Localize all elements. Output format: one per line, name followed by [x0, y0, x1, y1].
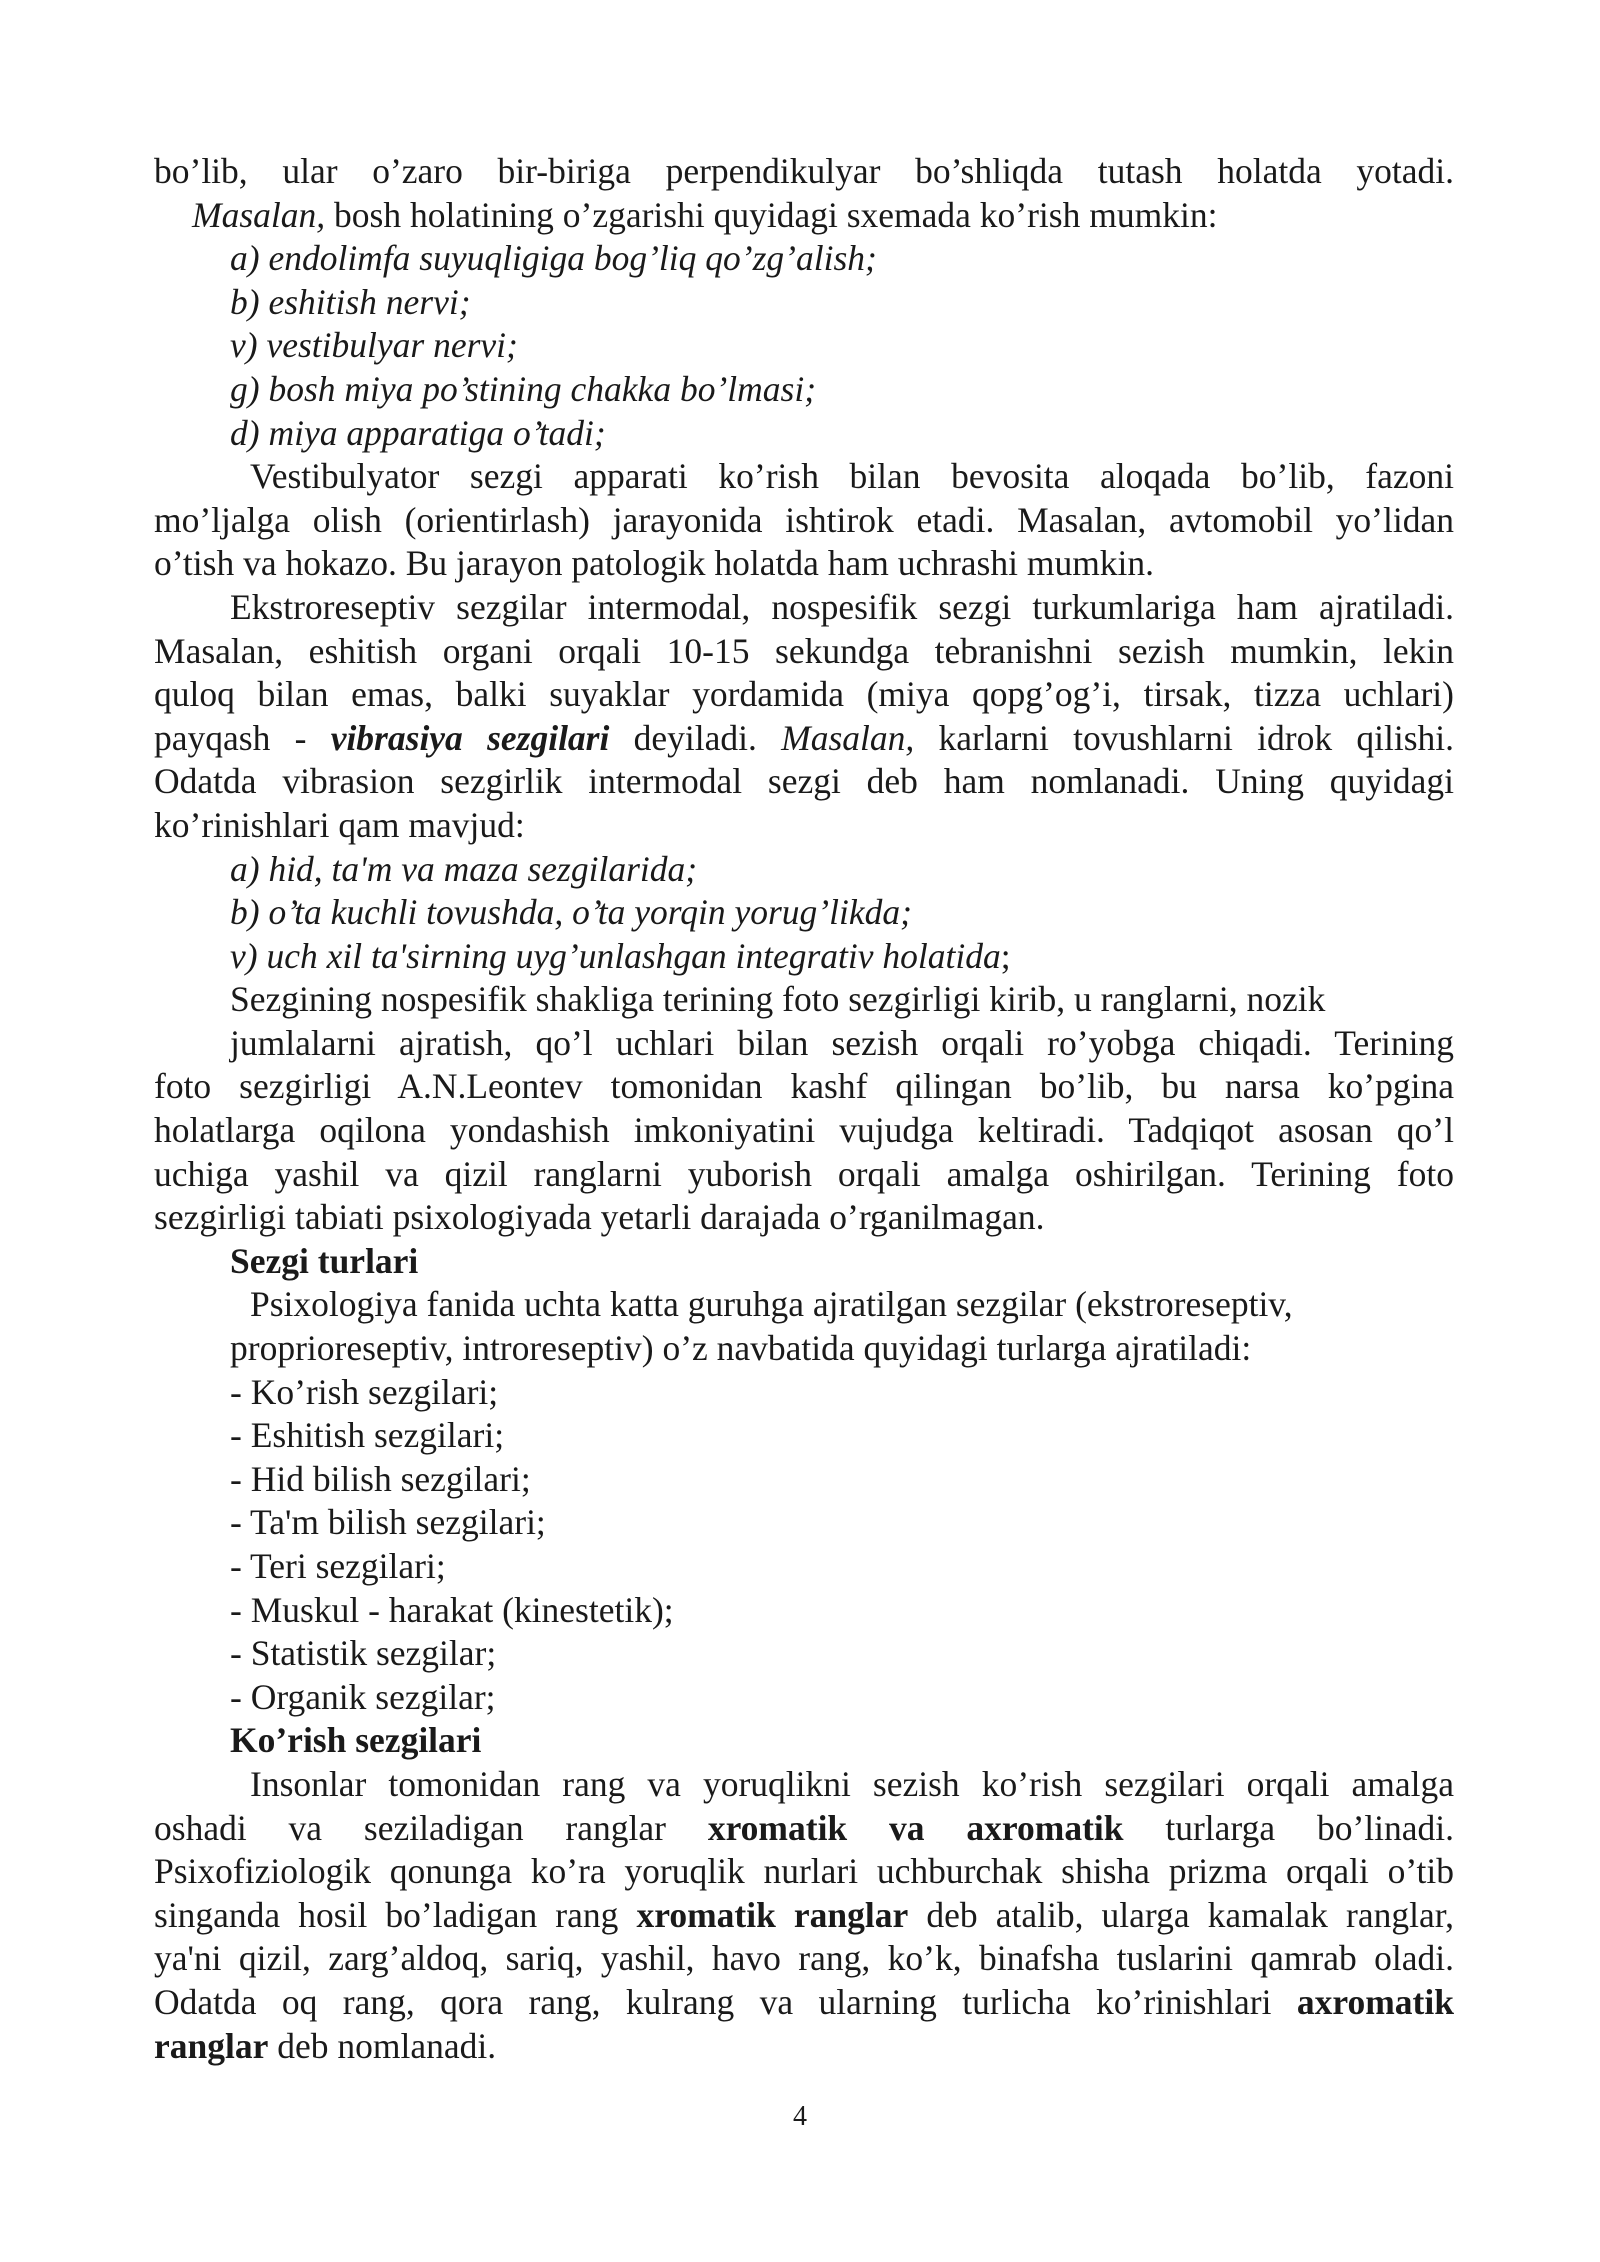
- text-line: bo’lib, ular o’zaro bir-biriga perpendikulyar bo’shliqda tutash holatda yotadi.: [154, 151, 1454, 191]
- page-number: 4: [793, 2101, 807, 2132]
- list-item: - Hid bilish sezgilari;: [230, 1458, 531, 1499]
- text-line: Psixologiya fanida uchta katta guruhga ajratilgan sezgilar (ekstroreseptiv,: [250, 1284, 1293, 1325]
- text-line: proprioreseptiv, introreseptiv) o’z navbatida quyidagi turlarga ajratiladi:: [230, 1328, 1252, 1369]
- text-line: Odatda vibrasion sezgirlik intermodal sezgi deb ham nomlanadi. Uning quyidagi: [154, 761, 1454, 802]
- text-line: ya'ni qizil, zarg’aldoq, sariq, yashil, havo rang, ko’k, binafsha tuslarini qamrab oladi.: [154, 1938, 1454, 1979]
- list-item: b) o’ta kuchli tovushda, o’ta yorqin yorug’likda;: [230, 892, 912, 933]
- term-vibrasiya: vibrasiya sezgilari: [330, 717, 610, 758]
- text-line: ranglar deb nomlanadi.: [154, 2025, 497, 2066]
- text-line: Masalan, bosh holatining o’zgarishi quyidagi sxemada ko’rish mumkin:: [192, 194, 1218, 235]
- list-item: - Muskul - harakat (kinestetik);: [230, 1589, 674, 1630]
- list-item: - Eshitish sezgilari;: [230, 1415, 505, 1456]
- section-heading: Ko’rish sezgilari: [230, 1720, 482, 1761]
- text-line: quloq bilan emas, balki suyaklar yordamida (miya qopg’og’i, tirsak, tizza uchlari): [154, 674, 1454, 715]
- text-line: Psixofiziologik qonunga ko’ra yoruqlik nurlari uchburchak shisha prizma orqali o’tib: [154, 1851, 1454, 1892]
- text-line: ko’rinishlari qam mavjud:: [154, 804, 525, 845]
- text-line: oshadi va seziladigan ranglar xromatik va axromatik turlarga bo’linadi.: [154, 1807, 1454, 1848]
- list-item: a) hid, ta'm va maza sezgilarida;: [230, 848, 698, 889]
- text-line: sezgirligi tabiati psixologiyada yetarli darajada o’rganilmagan.: [154, 1197, 1045, 1238]
- text-line: Odatda oq rang, qora rang, kulrang va ularning turlicha ko’rinishlari axromatik: [154, 1981, 1454, 2022]
- list-item: - Organik sezgilar;: [230, 1676, 496, 1717]
- text-line: Ekstroreseptiv sezgilar intermodal, nospesifik sezgi turkumlariga ham ajratiladi.: [230, 586, 1454, 627]
- text-line: o’tish va hokazo. Bu jarayon patologik holatda ham uchrashi mumkin.: [154, 543, 1155, 584]
- scheme-item: v) vestibulyar nervi;: [230, 325, 518, 366]
- list-item: - Ta'm bilish sezgilari;: [230, 1502, 546, 1543]
- scheme-item: a) endolimfa suyuqligiga bog’liq qo’zg’alish;: [230, 238, 877, 279]
- text-line: singanda hosil bo’ladigan rang xromatik ranglar deb atalib, ularga kamalak ranglar,: [154, 1894, 1454, 1935]
- list-item: - Statistik sezgilar;: [230, 1633, 497, 1674]
- section-heading: Sezgi turlari: [230, 1240, 419, 1281]
- text-line: foto sezgirligi A.N.Leontev tomonidan kashf qilingan bo’lib, bu narsa ko’pgina: [154, 1066, 1454, 1107]
- text-line: Masalan, eshitish organi orqali 10-15 sekundga tebranishni sezish mumkin, lekin: [154, 630, 1454, 671]
- text-line: Sezgining nospesifik shakliga terining foto sezgirligi kirib, u ranglarni, nozik: [230, 979, 1326, 1020]
- text-line: holatlarga oqilona yondashish imkoniyatini vujudga keltiradi. Tadqiqot asosan qo’l: [154, 1110, 1454, 1151]
- text-line: Insonlar tomonidan rang va yoruqlikni sezish ko’rish sezgilari orqali amalga: [250, 1763, 1454, 1804]
- text-line: Vestibulyator sezgi apparati ko’rish bilan bevosita aloqada bo’lib, fazoni: [250, 456, 1454, 497]
- document-page: [154, 150, 1454, 2068]
- text-line: mo’ljalga olish (orientirlash) jarayonida ishtirok etadi. Masalan, avtomobil yo’lidan: [154, 499, 1454, 540]
- list-item: - Ko’rish sezgilari;: [230, 1371, 499, 1412]
- scheme-item: g) bosh miya po’stining chakka bo’lmasi;: [230, 368, 817, 409]
- scheme-item: b) eshitish nervi;: [230, 281, 471, 322]
- text-line: jumlalarni ajratish, qo’l uchlari bilan sezish orqali ro’yobga chiqadi. Terining: [230, 1022, 1454, 1063]
- scheme-item: d) miya apparatiga o’tadi;: [230, 412, 606, 453]
- list-item: v) uch xil ta'sirning uyg’unlashgan integrativ holatida;: [230, 935, 1011, 976]
- list-item: - Teri sezgilari;: [230, 1546, 446, 1586]
- text-line: payqash - vibrasiya sezgilari deyiladi. Masalan, karlarni tovushlarni idrok qilishi.: [154, 717, 1455, 758]
- text-line: uchiga yashil va qizil ranglarni yuborish orqali amalga oshirilgan. Terining foto: [154, 1153, 1454, 1194]
